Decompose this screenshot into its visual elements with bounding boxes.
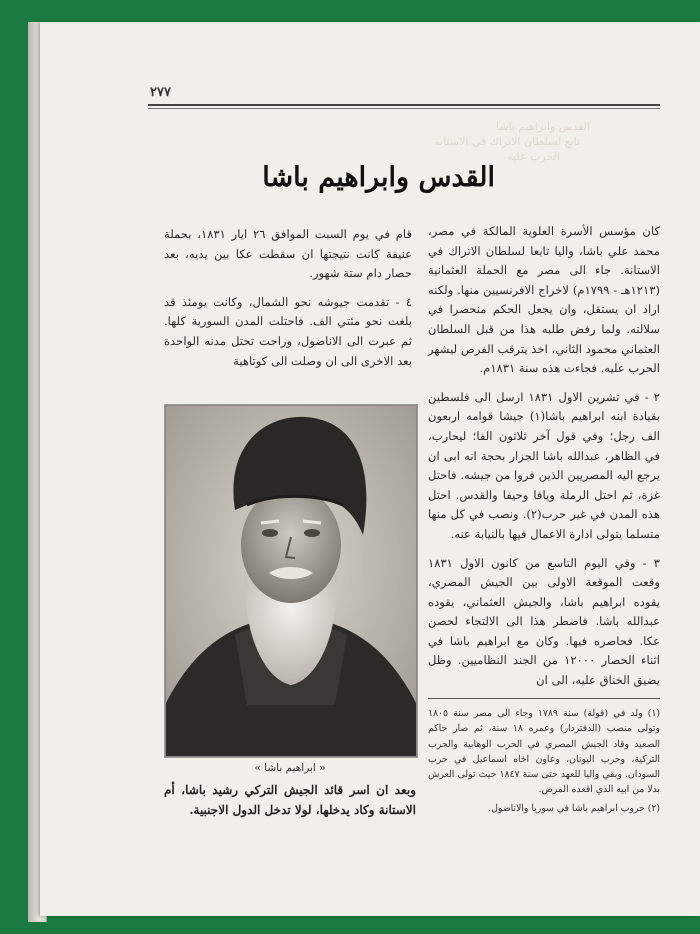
portrait-image	[165, 405, 417, 757]
chapter-title: القدس وابراهيم باشا	[262, 162, 495, 193]
portrait-photo	[164, 404, 418, 758]
footnote-rule	[428, 698, 660, 699]
header-rule-thin	[148, 108, 660, 109]
header-rule	[148, 104, 660, 106]
footnote-2: (٢) حروب ابراهيم باشا في سوريا والاناضول.	[488, 802, 660, 814]
paragraph: ٢ - في تشرين الاول ١٨٣١ ارسل الى فلسطين بقيادة ابنه ابراهيم باشا(١) جيشا قوامه اربعون الف رجل؛ وفي قول آخر ثلاثون الفا؛ ليحارب، في الظاهر، عبدالله باشا الجزار بحجة انه ابى ان يرجع اليه المصريين الذين فروا من جيشه. فاحتل غزة، ثم احتل الرملة ويافا وحيفا والقدس. احتل هذه المدن في غير حرب(٢). ونصب في كل منها متسلما يتولى ادارة الاعمال فيها بالنيابة عنه.	[428, 389, 660, 541]
portrait-caption: « ابراهيم باشا »	[254, 762, 326, 774]
paragraph: كان مؤسس الأسرة العلوية المالكة في مصر، محمد علي باشا، واليا تابعا لسلطان الاتراك في الاستانة. جاء الى مصر مع الحملة العثمانية (١٢١٣هـ - ١٧٩٩م) لاخراج الافرنسيين منها. ولكنه اراد ان يستقل، وان يجعل الحكم منحصرا في سلالته. ولما رفض طلبه هذا من قبل السلطان العثماني محمود الثاني، اخذ يترقب الفرص ليشهر الحرب عليه. فجاءت هذه سنة ١٨٣١م.	[428, 224, 660, 376]
page-number: ٢٧٧	[150, 85, 171, 100]
bleed-through-text: تابع لسلطان الاتراك في الاستانة	[434, 135, 580, 148]
bleed-through-text: الحرب عليه	[507, 150, 560, 163]
left-column	[164, 225, 412, 380]
right-column	[428, 222, 660, 700]
book-page	[40, 22, 700, 916]
paragraph: ٤ - تقدمت جيوشه نحو الشمال، وكانت يومئذ قد بلغت نحو مئتي الف. فاحتلت المدن السورية كلها. ثم عبرت الى الاناضول، وراحت تحتل مدنه الواحدة بعد الاخرى الى ان وصلت الى كوتاهية	[164, 294, 412, 368]
footnote-1: (١) ولد في (قولة) سنة ١٧٨٩ وجاء الى مصر سنة ١٨٠٥ وتولى منصب (الدفتردار) وعمره ١٨ سنة، ثم صار حاكم الصعيد وقاد الجيش المصري في الحرب الوهابية والحرب التركية، وحرب اليونان، وعاون اخاه اسماعيل في حرب السودان. وبقي واليا للعهد حتى سنة ١٨٤٧ حيث تولى العرش بدلا من ابيه الذي اقعده المرض.	[428, 708, 660, 796]
paragraph: ٣ - وفي اليوم التاسع من كانون الاول ١٨٣١ وقعت الموقعة الاولى بين الجيش المصري، يقوده ابراهيم باشا، والجيش العثماني، يقوده عبدالله باشا. فاضطر هذا الى الالتجاء لحصن عكا. فحاصره فيها. وكان مع ابراهيم باشا في اثناء الحصار ١٢٠٠٠ من الجند النظاميين. وظل يضيق الخناق عليه، الى ان	[428, 555, 660, 688]
bleed-through-text: القدس وابراهيم باشا	[495, 120, 590, 133]
paragraph: قام في يوم السبت الموافق ٢٦ ايار ١٨٣١، بحملة عنيفة كانت نتيجتها ان سقطت عكا بين يديه، بعد حصار دام ستة شهور.	[164, 227, 413, 281]
footnotes	[428, 706, 660, 819]
closing-paragraph: وبعد ان اسر قائد الجيش التركي رشيد باشا، أم الاستانة وكاد يدخلها، لولا تدخل الدول الاجنبية.	[164, 783, 416, 817]
